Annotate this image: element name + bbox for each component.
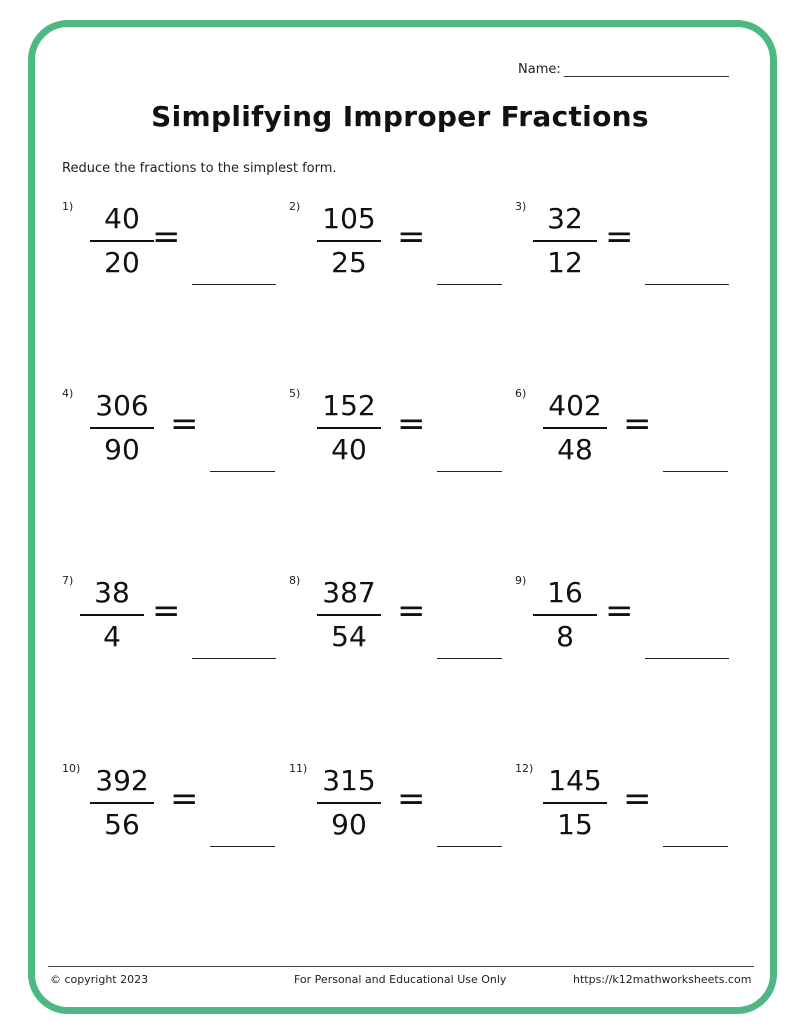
answer-blank[interactable] [192,658,276,659]
name-field [518,62,729,77]
denominator: 15 [557,808,593,841]
denominator: 40 [331,433,367,466]
problem-8 [289,574,504,674]
denominator: 90 [104,433,140,466]
footer-copyright: © copyright 2023 [50,973,149,986]
answer-blank[interactable] [192,284,276,285]
denominator: 56 [104,808,140,841]
problem-number: 4) [62,387,74,400]
numerator: 402 [543,391,607,429]
problem-7 [62,574,277,674]
instructions: Reduce the fractions to the simplest form. [62,161,337,176]
problem-number: 11) [289,762,308,775]
fraction [533,578,597,652]
answer-blank[interactable] [437,471,502,472]
fraction [317,204,381,278]
fraction [533,204,597,278]
numerator: 387 [317,578,381,616]
equals-sign: = [623,779,652,819]
problem-6 [515,387,730,487]
page-title: Simplifying Improper Fractions [151,100,649,133]
problem-1 [62,200,277,300]
problem-3 [515,200,730,300]
problem-5 [289,387,504,487]
denominator: 90 [331,808,367,841]
name-blank[interactable] [564,64,729,77]
footer-usage: For Personal and Educational Use Only [294,973,507,986]
footer-website-link[interactable]: https://k12mathworksheets.com [573,973,752,986]
problem-number: 7) [62,574,74,587]
problem-10 [62,762,277,862]
problem-9 [515,574,730,674]
denominator: 8 [556,620,574,653]
numerator: 392 [90,766,154,804]
problem-number: 9) [515,574,527,587]
numerator: 32 [533,204,597,242]
numerator: 38 [80,578,144,616]
answer-blank[interactable] [437,846,502,847]
fraction [317,391,381,465]
equals-sign: = [152,217,181,257]
fraction [90,766,154,840]
numerator: 145 [543,766,607,804]
equals-sign: = [605,591,634,631]
equals-sign: = [397,591,426,631]
answer-blank[interactable] [645,658,729,659]
numerator: 105 [317,204,381,242]
denominator: 54 [331,620,367,653]
equals-sign: = [623,404,652,444]
problem-number: 10) [62,762,81,775]
answer-blank[interactable] [645,284,729,285]
answer-blank[interactable] [210,471,275,472]
problem-4 [62,387,277,487]
problem-number: 6) [515,387,527,400]
fraction [543,766,607,840]
fraction [90,204,154,278]
denominator: 48 [557,433,593,466]
numerator: 152 [317,391,381,429]
denominator: 12 [547,246,583,279]
problem-number: 2) [289,200,301,213]
problem-number: 3) [515,200,527,213]
footer-divider [48,966,754,967]
problem-number: 5) [289,387,301,400]
fraction [317,578,381,652]
problem-number: 8) [289,574,301,587]
problem-number: 1) [62,200,74,213]
problem-11 [289,762,504,862]
equals-sign: = [397,779,426,819]
problem-2 [289,200,504,300]
answer-blank[interactable] [210,846,275,847]
fraction [543,391,607,465]
problem-12 [515,762,730,862]
numerator: 315 [317,766,381,804]
equals-sign: = [170,404,199,444]
answer-blank[interactable] [663,846,728,847]
denominator: 4 [103,620,121,653]
answer-blank[interactable] [437,658,502,659]
problem-number: 12) [515,762,534,775]
numerator: 40 [90,204,154,242]
equals-sign: = [152,591,181,631]
fraction [317,766,381,840]
name-label: Name: [518,62,561,77]
equals-sign: = [397,217,426,257]
denominator: 25 [331,246,367,279]
answer-blank[interactable] [437,284,502,285]
numerator: 16 [533,578,597,616]
equals-sign: = [170,779,199,819]
fraction [80,578,144,652]
numerator: 306 [90,391,154,429]
fraction [90,391,154,465]
answer-blank[interactable] [663,471,728,472]
equals-sign: = [397,404,426,444]
denominator: 20 [104,246,140,279]
equals-sign: = [605,217,634,257]
